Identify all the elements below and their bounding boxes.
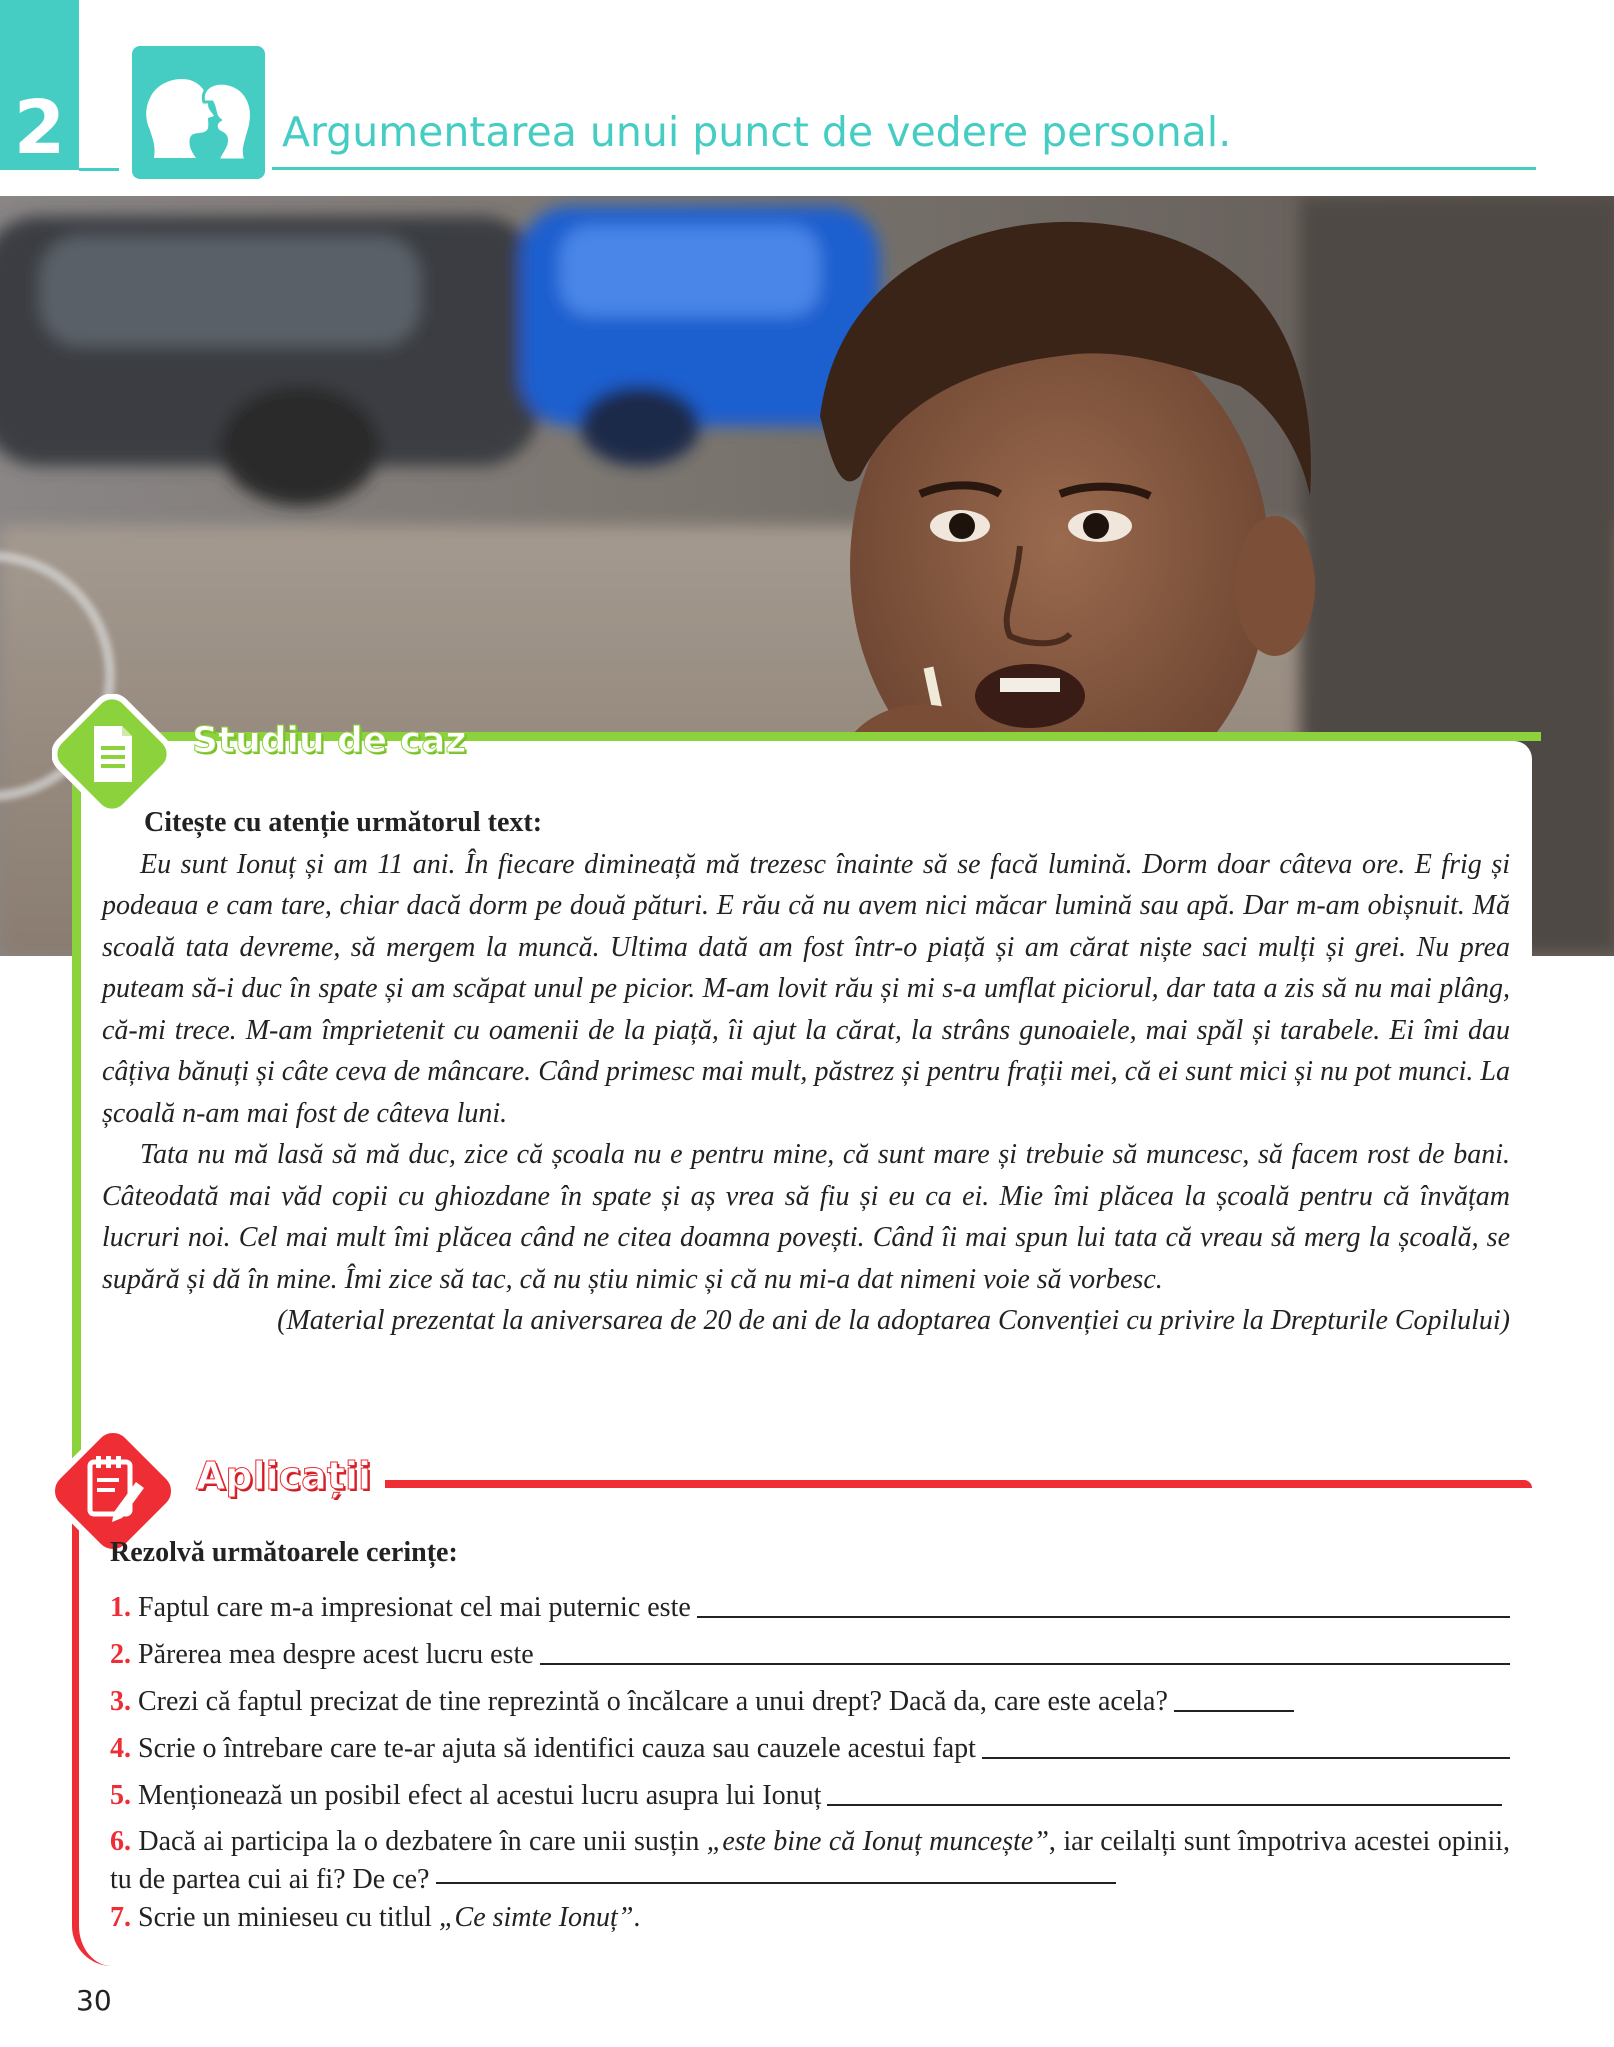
- task-number: 5.: [110, 1780, 131, 1811]
- story-paragraph-1: Eu sunt Ionuț și am 11 ani. În fiecare dimineață mă trezesc înainte să se facă lumină. Dorm doar câteva ore. E frig și podeaua e cam tare, chiar dacă dorm pe două pături. E rău că nu avem nici măcar lumină sau apă. Dar m-am obișnuit. Mă scoală tata devreme, să mergem la muncă. Ultima dată am fost într-o piață și am cărat niște saci mulți și grei. Nu prea puteam să-i duc în spate și am scăpat unul pe picior. M-am lovit rău și mi s-a umflat piciorul, dar tata a zis să nu mai plâng, că-mi trece. M-am împrietenit cu oamenii de la piață, îi ajut la cărat, la strâns gunoaiele, mai spăl și tarabele. Ei îmi dau câțiva bănuți și câte ceva de mâncare. Când primesc mai mult, păstrez și pentru frații mei, că ei sunt mici și nu pot munci. La școală n-am mai fost de câteva luni.: [102, 848, 1510, 1129]
- applications-intro: Rezolvă următoarele cerințe:: [110, 1537, 458, 1568]
- task-text: Crezi că faptul precizat de tine reprezintă o încălcare a unui drept? Dacă da, care este acela?: [138, 1686, 1168, 1717]
- task-3: [110, 1674, 1510, 1721]
- task-number: 2.: [110, 1639, 131, 1670]
- task-quote: „este bine că Ionuț muncește”: [706, 1826, 1049, 1857]
- task-number: 3.: [110, 1686, 131, 1717]
- task-number: 6.: [110, 1826, 131, 1857]
- source-note: (Material prezentat la aniversarea de 20 de ani de la adoptarea Convenției cu privire la Drepturile Copilului): [277, 1305, 1510, 1336]
- task-text: Părerea mea despre acest lucru este: [138, 1639, 534, 1670]
- study-title: Studiu de caz: [192, 720, 467, 761]
- task-1: [110, 1580, 1510, 1627]
- document-icon: [52, 694, 172, 814]
- page-title: Argumentarea unui punct de vedere personal.: [282, 108, 1232, 156]
- answer-line[interactable]: [1174, 1710, 1294, 1712]
- task-quote: „Ce simte Ionuț”: [438, 1902, 634, 1933]
- answer-line[interactable]: [697, 1616, 1510, 1618]
- task-text: Dacă ai participa la o dezbatere în care unii susțin: [138, 1826, 700, 1857]
- task-text-after: , iar ceilalți sunt împotriva acestei opinii, tu de partea cui ai fi? De ce?: [110, 1826, 1511, 1895]
- applications-bar: [385, 1480, 1532, 1488]
- task-7: [110, 1899, 1510, 1937]
- task-text: Scrie un minieseu cu titlul: [138, 1902, 432, 1933]
- task-number: 7.: [110, 1902, 131, 1933]
- chapter-number: 2: [13, 85, 66, 171]
- page-number: 30: [76, 1984, 112, 2017]
- task-number: 4.: [110, 1733, 131, 1764]
- task-number: 1.: [110, 1592, 131, 1623]
- task-text: Faptul care m-a impresionat cel mai puternic este: [138, 1592, 691, 1623]
- task-4: [110, 1721, 1510, 1768]
- task-5: [110, 1768, 1510, 1815]
- title-underline: [272, 167, 1536, 170]
- chapter-tab: [0, 0, 79, 170]
- answer-line[interactable]: [982, 1757, 1510, 1759]
- task-text-after: .: [633, 1902, 641, 1933]
- task-text: Menționează un posibil efect al acestui lucru asupra lui Ionuț: [138, 1780, 822, 1811]
- answer-line[interactable]: [436, 1881, 1116, 1884]
- study-text: [102, 802, 1510, 1342]
- answer-line[interactable]: [827, 1804, 1502, 1806]
- task-text: Scrie o întrebare care te-ar ajuta să identifici cauza sau cauzele acestui fapt: [138, 1733, 976, 1764]
- task-2: [110, 1627, 1510, 1674]
- story-paragraph-2: Tata nu mă lasă să mă duc, zice că școala nu e pentru mine, că sunt mare și trebuie să muncesc, să facem rost de bani. Câteodată mai văd copii cu ghiozdane în spate și aș vrea să fiu și eu ca ei. Mie îmi plăcea la școală pentru că învățam lucruri noi. Cel mai mult îmi plăcea când ne citea doamna povești. Când îi mai spun lui tata că vreau să merg la școală, se supără și dă în mine. Îmi zice să tac, că nu știu nimic și că nu mi-a dat nimeni voie să vorbesc.: [102, 1139, 1510, 1295]
- study-intro: Citește cu atenție următorul text:: [144, 807, 543, 838]
- applications-text: [110, 1534, 1510, 1937]
- applications-title: Aplicații: [196, 1454, 372, 1498]
- answer-line[interactable]: [540, 1663, 1510, 1665]
- task-6: [110, 1823, 1510, 1899]
- chapter-underline: [79, 168, 119, 171]
- two-heads-icon: [132, 46, 265, 179]
